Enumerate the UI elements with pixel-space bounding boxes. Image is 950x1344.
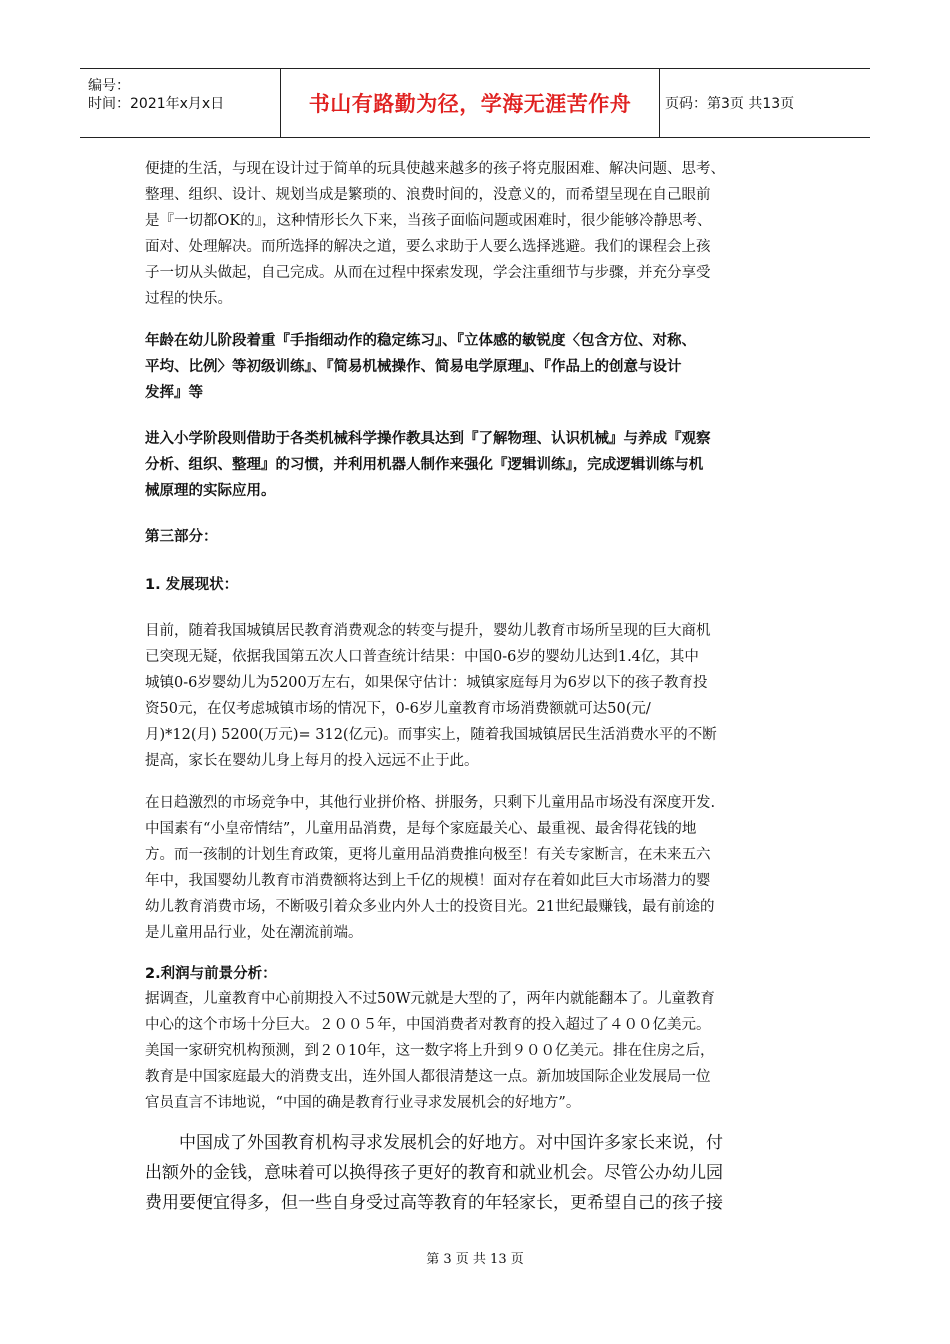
text-line: 过程的快乐。 xyxy=(145,291,232,307)
text-line: 中心的这个市场十分巨大。２００５年，中国消费者对教育的投入超过了４００亿美元。 xyxy=(145,1017,711,1033)
text-line: 面对、处理解决。而所选择的解决之道，要么求助于人要么选择逃避。我们的课程会上孩 xyxy=(145,239,711,255)
header-meta xyxy=(80,69,280,137)
page-header xyxy=(80,68,870,138)
text-line: 目前，随着我国城镇居民教育消费观念的转变与提升，婴幼儿教育市场所呈现的巨大商机 xyxy=(145,623,711,639)
text-line: 平均、比例〉等初级训练』、『简易机械操作、简易电学原理』、『作品上的创意与设计 xyxy=(145,359,682,375)
text-line: 城镇0-6岁婴幼儿为5200万左右，如果保守估计：城镇家庭每月为6岁以下的孩子教育投 xyxy=(145,675,708,691)
text-line: 整理、组织、设计、规划当成是繁琐的、浪费时间的，没意义的，而希望呈现在自己眼前 xyxy=(145,187,711,203)
text-line: 是儿童用品行业，处在潮流前端。 xyxy=(145,925,363,941)
heading-text: 第三部分： xyxy=(145,529,218,545)
header-motto: 书山有路勤为径，学海无涯苦作舟 xyxy=(308,92,632,116)
heading-text: 1. 发展现状： xyxy=(145,577,239,593)
header-page-info: 页码：第3页 共13页 xyxy=(665,96,795,112)
text-line: 是『一切都OK的』，这种情形长久下来，当孩子面临问题或困难时，很少能够冷静思考、 xyxy=(145,213,712,229)
text-line: 中国素有“小皇帝情结”，儿童用品消费，是每个家庭最关心、最重视、最舍得花钱的地 xyxy=(145,821,697,837)
text-line: 提高，家长在婴幼儿身上每月的投入远远不止于此。 xyxy=(145,753,479,769)
text-line: 已突现无疑，依据我国第五次人口普查统计结果：中国0-6岁的婴幼儿达到1.4亿，其中 xyxy=(145,649,699,665)
paragraph-market-status xyxy=(145,618,805,774)
text-line: 在日趋激烈的市场竞争中，其他行业拼价格、拼服务，只剩下儿童用品市场没有深度开发. xyxy=(145,795,716,811)
paragraph-foreign-institutions xyxy=(145,1128,805,1218)
document-date-label: 时间：2021年x月x日 xyxy=(88,96,225,112)
text-line: 幼儿教育消费市场，不断吸引着众多业内外人士的投资目光。21世纪最赚钱，最有前途的 xyxy=(145,899,715,915)
paragraph-market-competition xyxy=(145,790,805,946)
page-footer: 第 3 页 共 13 页 xyxy=(426,1252,524,1267)
text-line: 中国成了外国教育机构寻求发展机会的好地方。对中国许多家长来说，付 xyxy=(145,1133,723,1153)
text-line: 子一切从头做起，自己完成。从而在过程中探索发现，学会注重细节与步骤，并充分享受 xyxy=(145,265,711,281)
text-line: 月)*12(月) 5200(万元)= 312(亿元)。而事实上，随着我国城镇居民生活消费水平的不断 xyxy=(145,727,717,743)
text-line: 年龄在幼儿阶段着重『手指细动作的稳定练习』、『立体感的敏锐度〈包含方位、对称、 xyxy=(145,333,696,349)
text-line: 分析、组织、整理』的习惯，并利用机器人制作来强化『逻辑训练』，完成逻辑训练与机 xyxy=(145,457,704,473)
heading-text: 2.利润与前景分析： xyxy=(145,966,277,982)
text-line: 资50元，在仅考虑城镇市场的情况下，0-6岁儿童教育市场消费额就可达50(元/ xyxy=(145,701,651,717)
paragraph-primary-focus xyxy=(145,426,805,504)
text-line: 官员直言不讳地说，“中国的确是教育行业寻求发展机会的好地方”。 xyxy=(145,1095,581,1111)
document-number-label: 编号： xyxy=(88,78,130,94)
paragraph-intro xyxy=(145,156,805,312)
text-line: 械原理的实际应用。 xyxy=(145,483,276,499)
text-line: 据调查，儿童教育中心前期投入不过50W元就是大型的了，两年内就能翻本了。儿童教育 xyxy=(145,991,715,1007)
text-line: 年中，我国婴幼儿教育市消费额将达到上千亿的规模！面对存在着如此巨大市场潜力的婴 xyxy=(145,873,711,889)
text-line: 出额外的金钱，意味着可以换得孩子更好的教育和就业机会。尽管公办幼儿园 xyxy=(145,1163,723,1183)
text-line: 美国一家研究机构预测，到２０10年，这一数字将上升到９００亿美元。排在住房之后， xyxy=(145,1043,715,1059)
paragraph-profit-analysis xyxy=(145,986,805,1116)
text-line: 便捷的生活，与现在设计过于简单的玩具使越来越多的孩子将克服困难、解决问题、思考、 xyxy=(145,161,725,177)
text-line: 进入小学阶段则借助于各类机械科学操作教具达到『了解物理、认识机械』与养成『观察 xyxy=(145,431,711,447)
text-line: 发挥』等 xyxy=(145,385,203,401)
header-divider xyxy=(659,69,660,137)
paragraph-preschool-focus xyxy=(145,328,805,406)
section-heading-profit xyxy=(145,961,805,987)
text-line: 费用要便宜得多，但一些自身受过高等教育的年轻家长，更希望自己的孩子接 xyxy=(145,1193,723,1213)
text-line: 教育是中国家庭最大的消费支出，连外国人都很清楚这一点。新加坡国际企业发展局一位 xyxy=(145,1069,711,1085)
section-heading-part3 xyxy=(145,524,805,550)
text-line: 方。而一孩制的计划生育政策，更将儿童用品消费推向极至！有关专家断言，在未来五六 xyxy=(145,847,711,863)
section-heading-development xyxy=(145,572,805,598)
